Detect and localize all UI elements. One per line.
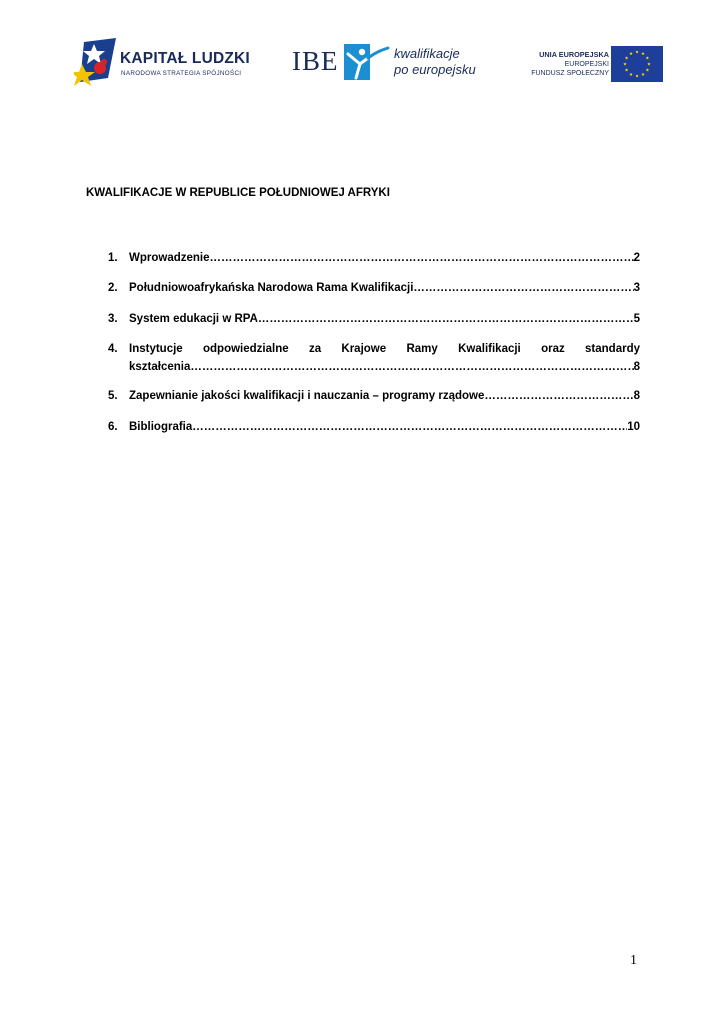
kapital-ludzki-title: KAPITAŁ LUDZKI bbox=[120, 50, 250, 67]
ibe-tagline-line1: kwalifikacje bbox=[394, 46, 460, 61]
toc-item-number: 3. bbox=[108, 313, 118, 325]
toc-item-label: System edukacji w RPA bbox=[129, 313, 258, 325]
ibe-logo bbox=[290, 42, 476, 86]
ibe-figure-icon bbox=[342, 42, 392, 82]
toc-item-number: 2. bbox=[108, 282, 118, 294]
ibe-tagline-line2: po europejsku bbox=[394, 62, 476, 77]
toc-item-page: 2 bbox=[633, 252, 640, 264]
toc-item-number: 4. bbox=[108, 343, 118, 355]
toc-item-number: 6. bbox=[108, 421, 118, 433]
toc-item-word: oraz bbox=[541, 343, 565, 355]
kapital-ludzki-subtitle: NARODOWA STRATEGIA SPÓJNOŚCI bbox=[121, 70, 242, 77]
eu-logo bbox=[525, 44, 665, 84]
toc-leader-dots bbox=[484, 388, 633, 404]
toc-item-label-line1 bbox=[129, 341, 640, 357]
toc-item[interactable] bbox=[108, 341, 640, 375]
toc-item-word: odpowiedzialne bbox=[203, 343, 289, 355]
toc-item-label: Południowoafrykańska Narodowa Rama Kwalifikacji bbox=[129, 282, 414, 294]
ibe-name: IBE bbox=[292, 46, 339, 76]
kapital-ludzki-emblem-icon bbox=[74, 38, 120, 90]
toc-item-page: 5 bbox=[633, 313, 640, 325]
toc-item-label: Bibliografia bbox=[129, 421, 193, 433]
eu-line2: EUROPEJSKI bbox=[564, 61, 609, 68]
toc-item-word: Krajowe bbox=[341, 343, 387, 355]
toc-item-label: Zapewnianie jakości kwalifikacji i nauczania – programy rządowe bbox=[129, 390, 485, 402]
toc-item-label: Wprowadzenie bbox=[129, 252, 210, 264]
toc-item-word: Ramy bbox=[406, 343, 438, 355]
toc-item-word: za bbox=[308, 343, 322, 355]
eu-flag-icon bbox=[611, 46, 663, 82]
eu-line3: FUNDUSZ SPOŁECZNY bbox=[531, 70, 609, 77]
toc-item-number: 1. bbox=[108, 252, 118, 264]
eu-line1: UNIA EUROPEJSKA bbox=[539, 50, 609, 59]
toc-leader-dots bbox=[210, 250, 634, 266]
toc-leader-dots bbox=[258, 311, 634, 327]
toc-item-number: 5. bbox=[108, 390, 118, 402]
toc-item-page: 10 bbox=[627, 421, 640, 433]
page-number: 1 bbox=[630, 953, 637, 968]
toc-leader-dots bbox=[192, 419, 627, 435]
toc-item-word: Kwalifikacji bbox=[458, 343, 521, 355]
toc-item-label-line2: kształcenia bbox=[129, 361, 191, 373]
document-title: KWALIFIKACJE W REPUBLICE POŁUDNIOWEJ AFRYKI bbox=[86, 187, 390, 199]
toc-item-page: 8 bbox=[633, 361, 640, 373]
toc-leader-dots bbox=[190, 359, 633, 375]
toc-item-word: standardy bbox=[585, 343, 640, 355]
toc-leader-dots bbox=[413, 280, 633, 296]
toc-item-word: Instytucje bbox=[129, 343, 183, 355]
kapital-ludzki-logo bbox=[74, 38, 250, 90]
toc-item-page: 3 bbox=[633, 282, 640, 294]
toc-item-page: 8 bbox=[633, 390, 640, 402]
